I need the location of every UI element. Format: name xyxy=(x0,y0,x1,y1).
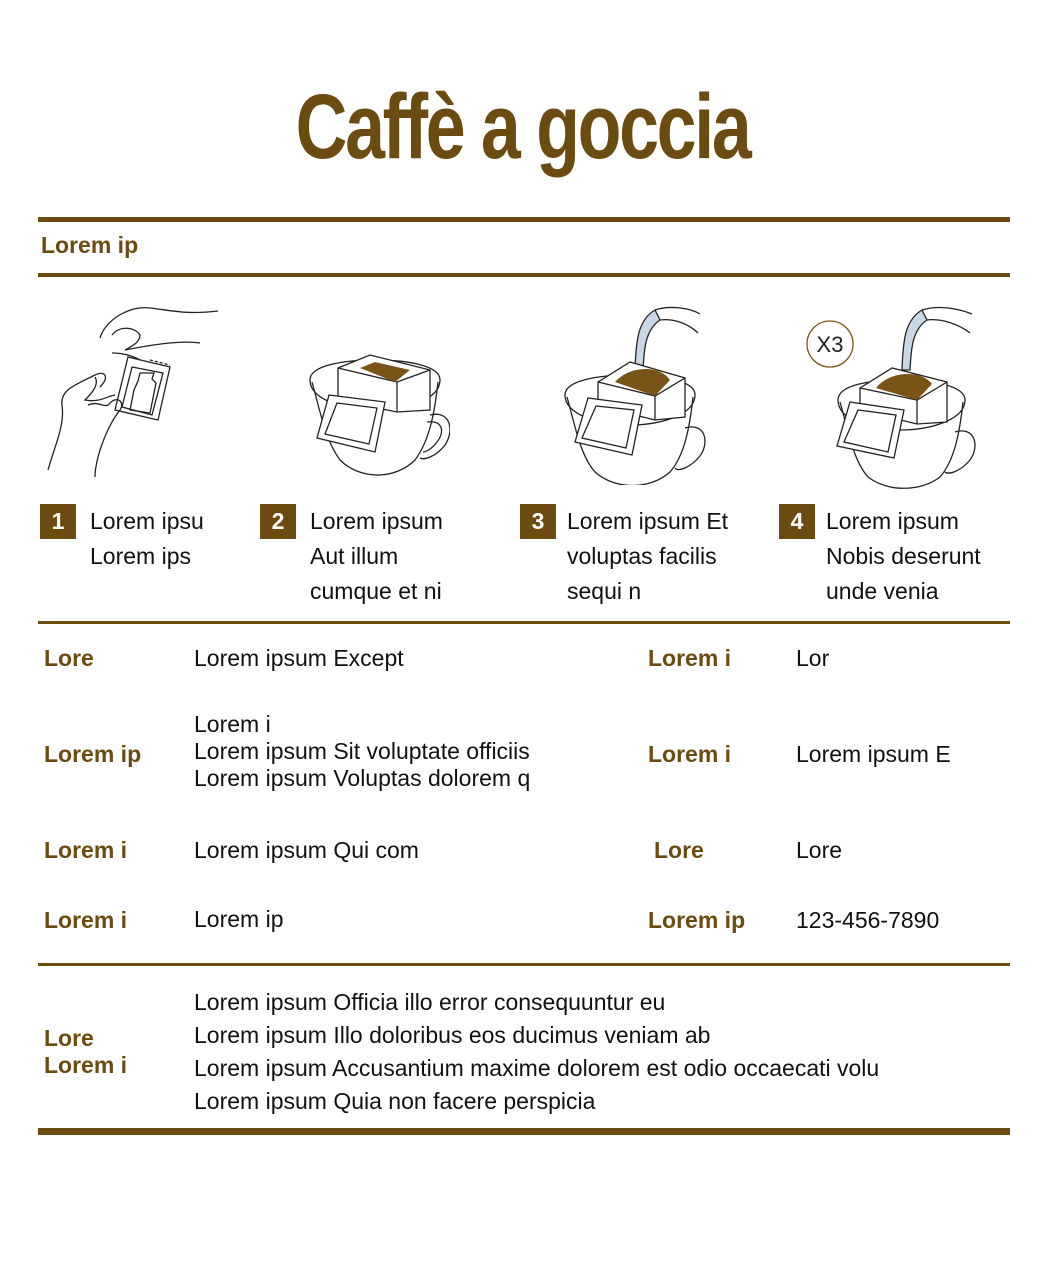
step-text xyxy=(310,504,443,609)
step-line: Lorem ipsum xyxy=(826,508,959,534)
step-number: 2 xyxy=(260,504,296,539)
notes-label-line: Lore xyxy=(44,1025,94,1051)
step-number: 1 xyxy=(40,504,76,539)
step-line: Nobis deserunt xyxy=(826,543,981,569)
notes-line: Lorem ipsum Accusantium maxime dolorem est odio occaecati volu xyxy=(194,1055,880,1081)
step-line: Aut illum xyxy=(310,543,399,569)
info-value-line: Lorem i xyxy=(194,711,271,737)
info-divider xyxy=(38,963,1010,966)
step-line: Lorem ipsu xyxy=(90,508,204,534)
step-number: 3 xyxy=(520,504,556,539)
info-label: Lorem i xyxy=(44,907,128,933)
info-value: Lorem ipsum E xyxy=(796,741,951,767)
info-label: Lore xyxy=(654,837,704,863)
section-divider xyxy=(38,273,1010,277)
info-value-line: Lorem ipsum Voluptas dolorem q xyxy=(194,765,531,791)
repeat-badge: X3 xyxy=(816,332,844,357)
step-line: unde venia xyxy=(826,578,939,604)
notes-line: Lorem ipsum Quia non facere perspicia xyxy=(194,1088,596,1114)
bottom-divider xyxy=(38,1128,1010,1135)
info-label: Lorem i xyxy=(648,741,732,767)
info-label: Lorem i xyxy=(648,645,732,671)
section-label: Lorem ip xyxy=(41,232,139,258)
phone-number: 123-456-7890 xyxy=(796,907,940,933)
step-line: Lorem ipsum Et xyxy=(567,508,729,534)
steps-divider xyxy=(38,621,1010,624)
info-label: Lorem ip xyxy=(44,741,142,767)
step-text xyxy=(90,504,204,574)
info-value: Lorem ipsum Except xyxy=(194,645,404,671)
step-line: cumque et ni xyxy=(310,578,442,604)
info-value: Lorem ipsum Qui com xyxy=(194,837,419,863)
step-number: 4 xyxy=(779,504,815,539)
pour-water-repeat-icon xyxy=(800,300,980,490)
notes-line: Lorem ipsum Officia illo error consequuntur eu xyxy=(194,989,666,1015)
notes-label xyxy=(44,1025,127,1079)
notes-label-line: Lorem i xyxy=(44,1052,128,1078)
info-label: Lore xyxy=(44,645,94,671)
notes-text xyxy=(194,986,879,1118)
pour-water-icon xyxy=(560,300,710,485)
info-value: Lore xyxy=(796,837,843,863)
info-value xyxy=(194,711,530,792)
tear-open-drip-bag-icon xyxy=(40,295,230,485)
step-text xyxy=(826,504,981,609)
step-text xyxy=(567,504,728,609)
top-divider xyxy=(38,217,1010,222)
step-line: Lorem ips xyxy=(90,543,191,569)
info-value-line: Lorem ipsum Sit voluptate officiis xyxy=(194,738,530,764)
step-line: Lorem ipsum xyxy=(310,508,443,534)
step-line: sequi n xyxy=(567,578,642,604)
info-label: Lorem i xyxy=(44,837,128,863)
info-value: Lor xyxy=(796,645,830,671)
notes-line: Lorem ipsum Illo doloribus eos ducimus veniam ab xyxy=(194,1022,711,1048)
info-label: Lorem ip xyxy=(648,907,746,933)
drip-bag-on-cup-icon xyxy=(305,340,450,480)
page-title: Caffè a goccia xyxy=(295,76,750,178)
info-value: Lorem ip xyxy=(194,906,284,932)
step-line: voluptas facilis xyxy=(567,543,717,569)
